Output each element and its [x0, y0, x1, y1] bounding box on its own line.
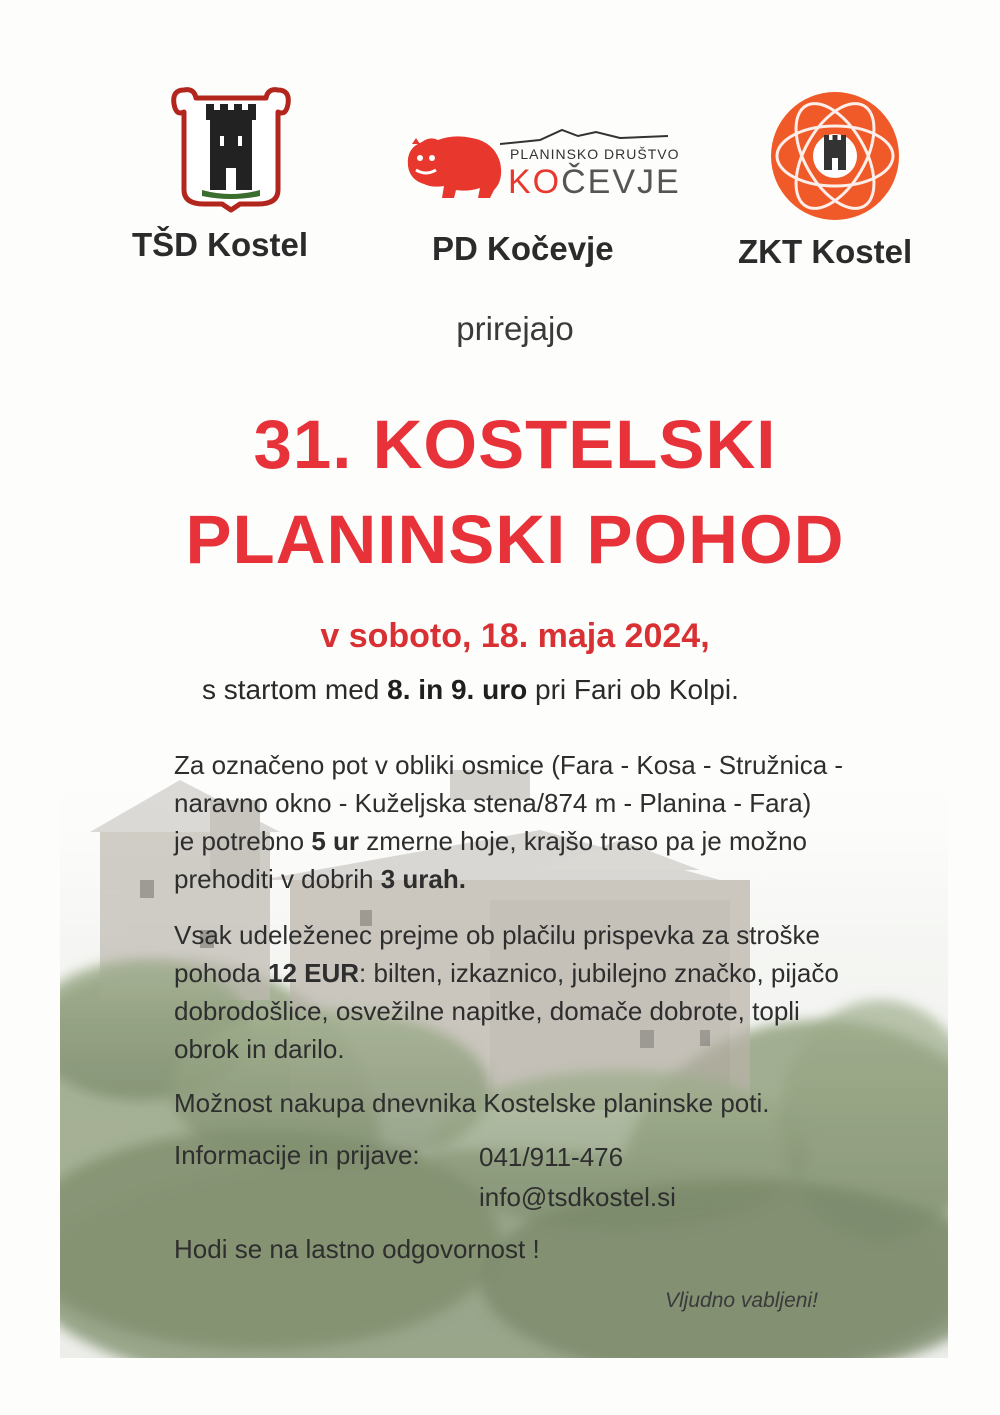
diary-note: Možnost nakupa dnevnika Kostelske planinske poti. — [174, 1088, 770, 1118]
intro-text: prirejajo — [456, 310, 574, 347]
start-hour-1: 8. — [387, 674, 411, 705]
route-line-2: naravno okno - Kuželjska stena/874 m - Planina - Fara) — [174, 788, 812, 818]
route-line-4-a: prehoditi v dobrih — [174, 864, 381, 894]
bear-icon — [402, 128, 506, 202]
closing-invitation: Vljudno vabljeni! — [665, 1289, 818, 1312]
start-hour-2: 9. — [450, 674, 475, 705]
contact-phone[interactable]: 041/911-476 — [479, 1142, 624, 1172]
start-prefix: s startom med — [202, 674, 388, 705]
wordmark-cevje: ČEVJE — [561, 163, 681, 201]
org-name-pd-kocevje: PD Kočevje — [432, 230, 614, 267]
responsibility-note: Hodi se na lastno odgovornost ! — [174, 1234, 540, 1264]
fee-line-2 — [174, 954, 839, 992]
event-title-line-2: PLANINSKI POHOD — [185, 501, 845, 578]
route-line-3-b: zmerne hoje, krajšo traso pa je možno — [359, 826, 808, 856]
wordmark-ko: KO — [508, 163, 562, 201]
org-name-tsd-kostel: TŠD Kostel — [132, 226, 309, 263]
start-conj: in — [410, 674, 451, 705]
event-title-line-1: 31. KOSTELSKI — [253, 406, 777, 483]
event-date: v soboto, 18. maja 2024, — [320, 617, 710, 655]
fee-description — [174, 916, 839, 1068]
start-time-line — [202, 674, 739, 706]
fee-line-2-a: pohoda — [174, 958, 268, 988]
info-label: Informacije in prijave: — [174, 1140, 420, 1170]
tsd-kostel-crest-logo — [168, 82, 294, 214]
fee-line-2-b: : bilten, izkaznico, jubilejno značko, pijačo — [359, 958, 839, 988]
pd-kocevje-subtitle: PLANINSKO DRUŠTVO — [510, 146, 680, 162]
contact-email[interactable]: info@tsdkostel.si — [479, 1182, 676, 1212]
route-line-4 — [174, 860, 843, 898]
fee-line-3: dobrodošlice, osvežilne napitke, domače dobrote, topli — [174, 996, 800, 1026]
org-name-zkt-kostel: ZKT Kostel — [738, 233, 913, 270]
fee-line-4: obrok in darilo. — [174, 1034, 345, 1064]
route-duration-short: 3 urah. — [380, 864, 466, 894]
mountain-line-icon — [500, 126, 670, 148]
fee-line-1: Vsak udeleženec prejme ob plačilu prispevka za stroške — [174, 920, 821, 950]
route-line-1: Za označeno pot v obliki osmice (Fara - Kosa - Stružnica - — [174, 750, 844, 780]
start-unit: uro — [474, 674, 528, 705]
route-duration-long: 5 ur — [311, 826, 360, 856]
fee-amount: 12 EUR — [267, 958, 360, 988]
start-suffix: pri Fari ob Kolpi. — [527, 674, 739, 705]
route-line-3 — [174, 822, 843, 860]
route-description — [174, 746, 843, 898]
zkt-kostel-logo — [768, 90, 902, 222]
pd-kocevje-wordmark — [508, 163, 681, 202]
route-line-3-a: je potrebno — [174, 826, 312, 856]
